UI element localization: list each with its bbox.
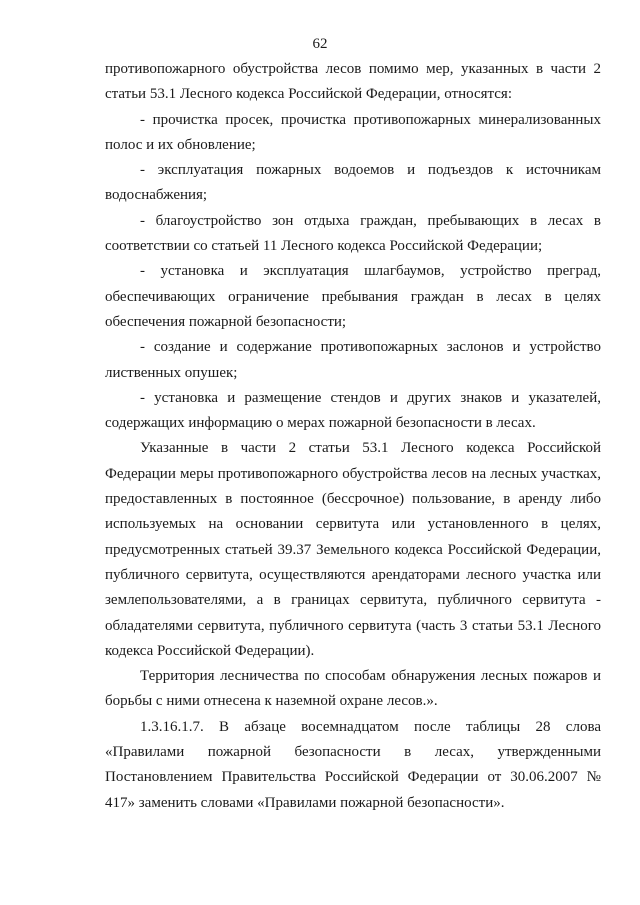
page-number: 62 <box>312 36 328 52</box>
paragraph-amendment: 1.3.16.1.7. В абзаце восемнадцатом после таблицы 28 слова «Правилами пожарной безопасности в лесах, утвержденными Постановлением Правительства Российской Федерации от 30.06.2007 № 417» заменить словами «Правилами пожарной безопасности». <box>105 718 601 811</box>
list-item-reservoirs: - эксплуатация пожарных водоемов и подъездов к источникам водоснабжения; <box>105 162 601 204</box>
list-item-signs: - установка и размещение стендов и других знаков и указателей, содержащих информацию о мерах пожарной безопасности в лесах. <box>105 389 601 432</box>
paragraph-territory: Территория лесничества по способам обнаружения лесных пожаров и борьбы с ними отнесена к наземной охране лесов.». <box>105 668 601 710</box>
paragraph-measures: Указанные в части 2 статьи 53.1 Лесного кодекса Российской Федерации меры противопожарного обустройства лесов на лесных участках, предоставленных в постоянное (бессрочное) пользование, в аренду либо используемых на основании сервитута или установленного в целях, предусмотренных статьей 39.37 Земельного кодекса Российской Федерации, публичного сервитута, осуществляются арендаторами лесного участка или землепользователями, а в границах сервитута, публичного сервитута - обладателями сервитута, публичного сервитута (часть 3 статьи 53.1 Лесного кодекса Российской Федерации). <box>105 440 601 659</box>
list-item-clearing: - прочистка просек, прочистка противопожарных минерализованных полос и их обновление; <box>105 111 601 153</box>
paragraph-continuation: противопожарного обустройства лесов помимо мер, указанных в части 2 статьи 53.1 Лесного кодекса Российской Федерации, относятся: <box>105 61 601 103</box>
list-item-rest-zones: - благоустройство зон отдыха граждан, пребывающих в лесах в соответствии со статьей 11 Лесного кодекса Российской Федерации; <box>105 212 601 255</box>
list-item-firebreaks: - создание и содержание противопожарных заслонов и устройство лиственных опушек; <box>105 339 601 381</box>
document-body <box>105 57 601 816</box>
list-item-barriers: - установка и эксплуатация шлагбаумов, устройство преград, обеспечивающих ограничение пребывания граждан в лесах в целях обеспечения пожарной безопасности; <box>105 263 601 330</box>
